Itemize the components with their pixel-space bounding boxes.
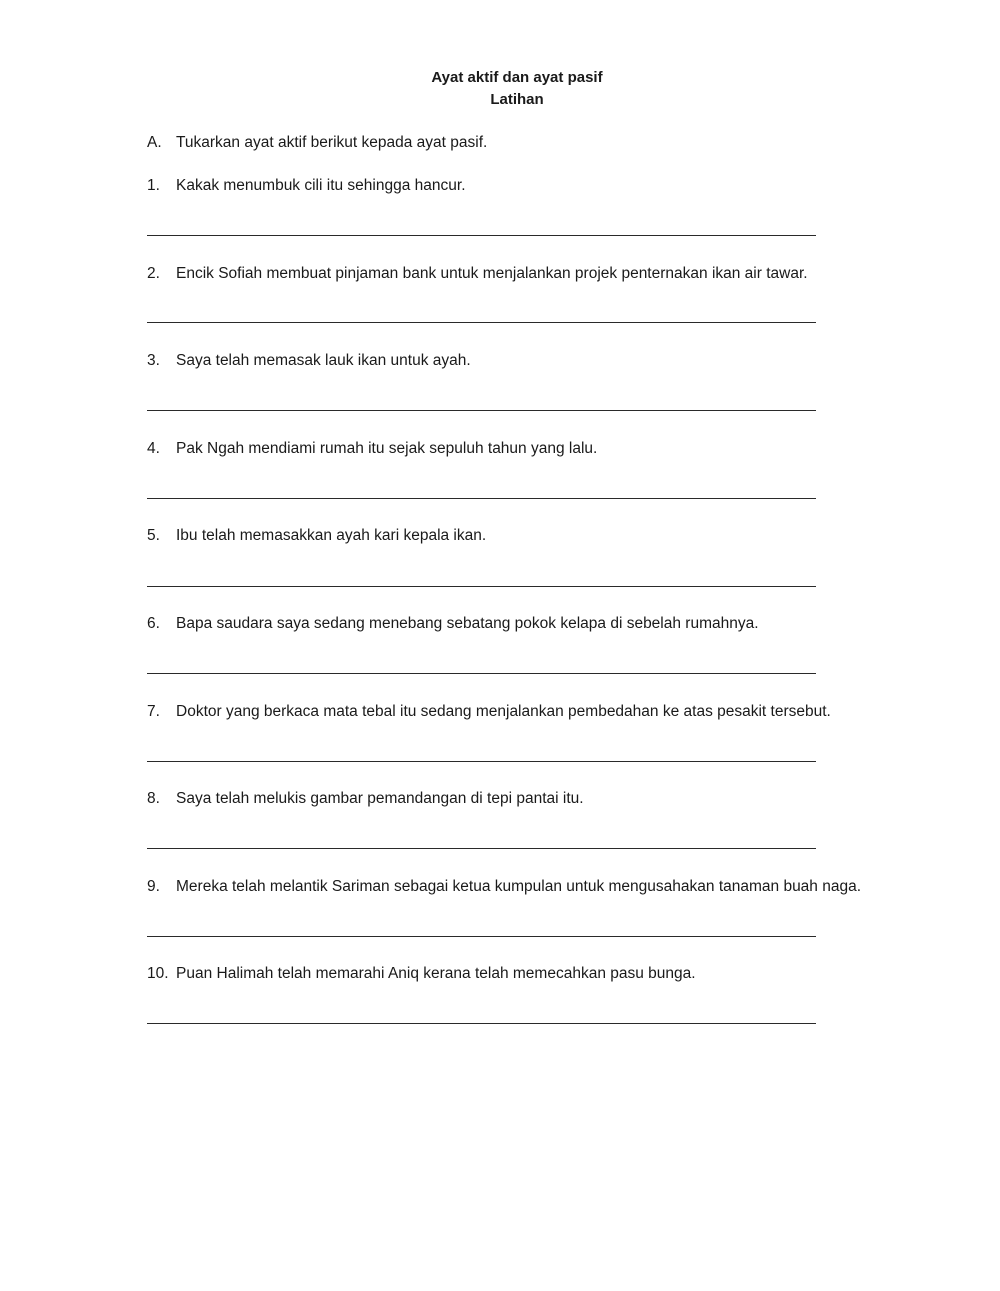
question-number: 4. <box>147 440 160 457</box>
section-label: A. <box>147 134 162 151</box>
question-text: Saya telah memasak lauk ikan untuk ayah. <box>176 352 471 369</box>
answer-line-8[interactable] <box>147 848 816 849</box>
question-number: 6. <box>147 615 160 632</box>
section-instruction <box>147 133 487 153</box>
worksheet-title: Ayat aktif dan ayat pasif <box>431 69 603 86</box>
question-number: 10. <box>147 965 169 982</box>
answer-line-10[interactable] <box>147 1023 816 1024</box>
question-number: 3. <box>147 352 160 369</box>
question-10 <box>147 964 696 984</box>
answer-line-4[interactable] <box>147 498 816 499</box>
question-6 <box>147 614 759 634</box>
question-text: Puan Halimah telah memarahi Aniq kerana telah memecahkan pasu bunga. <box>176 965 696 982</box>
question-1 <box>147 176 466 196</box>
question-number: 5. <box>147 527 160 544</box>
question-text: Ibu telah memasakkan ayah kari kepala ikan. <box>176 527 487 544</box>
answer-line-9[interactable] <box>147 936 816 937</box>
question-8 <box>147 789 584 809</box>
answer-line-5[interactable] <box>147 586 816 587</box>
question-3 <box>147 351 471 371</box>
question-number: 1. <box>147 177 160 194</box>
question-text: Saya telah melukis gambar pemandangan di tepi pantai itu. <box>176 790 584 807</box>
worksheet-subtitle: Latihan <box>490 91 544 108</box>
question-text: Bapa saudara saya sedang menebang sebatang pokok kelapa di sebelah rumahnya. <box>176 615 759 632</box>
question-number: 7. <box>147 703 160 720</box>
question-text: Mereka telah melantik Sariman sebagai ketua kumpulan untuk mengusahakan tanaman buah naga. <box>176 878 862 895</box>
question-9 <box>147 877 861 897</box>
question-7 <box>147 702 831 722</box>
question-number: 9. <box>147 878 160 895</box>
answer-line-6[interactable] <box>147 673 816 674</box>
answer-line-3[interactable] <box>147 410 816 411</box>
question-text: Encik Sofiah membuat pinjaman bank untuk menjalankan projek penternakan ikan air tawar. <box>176 265 808 282</box>
question-text: Pak Ngah mendiami rumah itu sejak sepuluh tahun yang lalu. <box>176 440 598 457</box>
answer-line-7[interactable] <box>147 761 816 762</box>
question-4 <box>147 439 597 459</box>
question-number: 8. <box>147 790 160 807</box>
question-text: Doktor yang berkaca mata tebal itu sedang menjalankan pembedahan ke atas pesakit tersebut. <box>176 703 831 720</box>
question-text: Kakak menumbuk cili itu sehingga hancur. <box>176 177 466 194</box>
question-2 <box>147 264 808 284</box>
question-number: 2. <box>147 265 160 282</box>
instruction-text: Tukarkan ayat aktif berikut kepada ayat pasif. <box>176 134 488 151</box>
question-5 <box>147 526 486 546</box>
answer-line-1[interactable] <box>147 235 816 236</box>
answer-line-2[interactable] <box>147 322 816 323</box>
